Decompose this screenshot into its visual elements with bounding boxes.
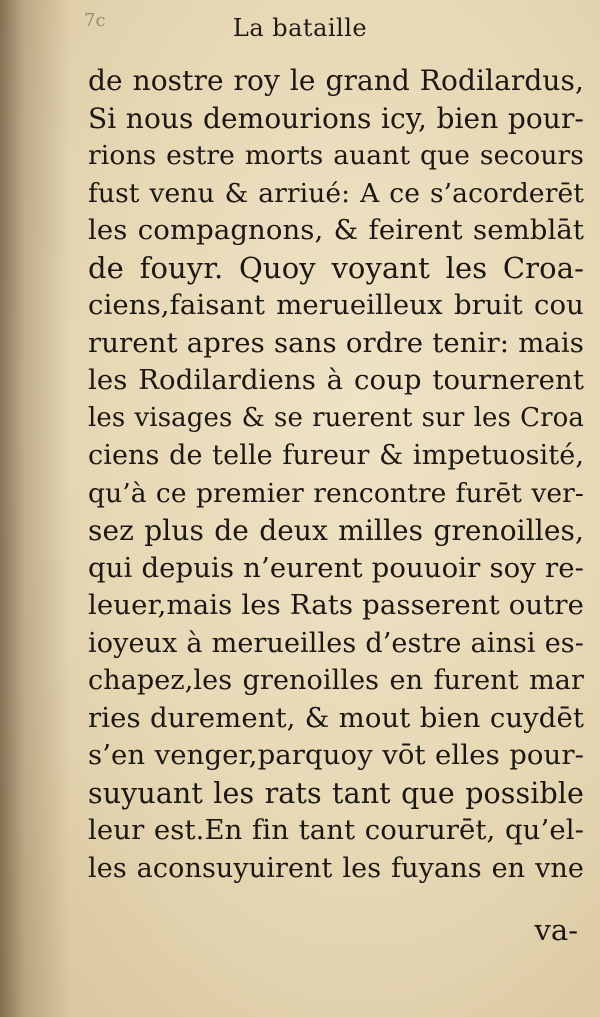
text-line: de nostre roy le grand Rodilardus, [88, 64, 584, 97]
text-line: suyuant les rats tant que possible [88, 776, 584, 810]
text-block [88, 62, 584, 887]
text-line: ciens,faisant merueilleux bruit cou [88, 289, 584, 321]
catchword: va- [534, 913, 578, 947]
text-line: fust venu & arriué: A ce s’acorderēt [88, 177, 584, 209]
text-line: rions estre morts auant que secours [88, 140, 584, 171]
folio-mark: 7c [84, 10, 106, 31]
text-line: les visages & se ruerent sur les Croa [88, 402, 584, 433]
text-line: sez plus de deux milles grenoilles, [88, 514, 584, 547]
text-line: les compagnons, & feirent semblāt [88, 214, 584, 246]
text-line: Si nous demourions icy, bien pour- [88, 101, 584, 135]
text-line: leur est.En fin tant coururēt, qu’el- [88, 814, 584, 846]
text-line: de fouyr. Quoy voyant les Croa- [88, 250, 584, 285]
text-line: qu’à ce premier rencontre furēt ver- [88, 477, 584, 509]
text-line: qui depuis n’eurent pouuoir soy re- [88, 551, 584, 584]
running-header: La bataille [232, 14, 368, 42]
text-line: les aconsuyuirent les fuyans en vne [88, 852, 584, 884]
text-line: leuer,mais les Rats passerent outre [88, 589, 584, 621]
text-line: les Rodilardiens à coup tournerent [88, 364, 584, 396]
text-line: ioyeux à merueilles d’estre ainsi es- [88, 627, 584, 659]
text-line: ries durement, & mout bien cuydēt [88, 701, 584, 734]
binding-shadow [0, 0, 70, 1017]
text-line: chapez,les grenoilles en furent mar [88, 665, 584, 696]
text-line: s’en venger,parquoy vōt elles pour- [88, 739, 584, 771]
text-line: ciens de telle fureur & impetuosité, [88, 440, 584, 471]
text-line: rurent apres sans ordre tenir: mais [88, 326, 584, 359]
